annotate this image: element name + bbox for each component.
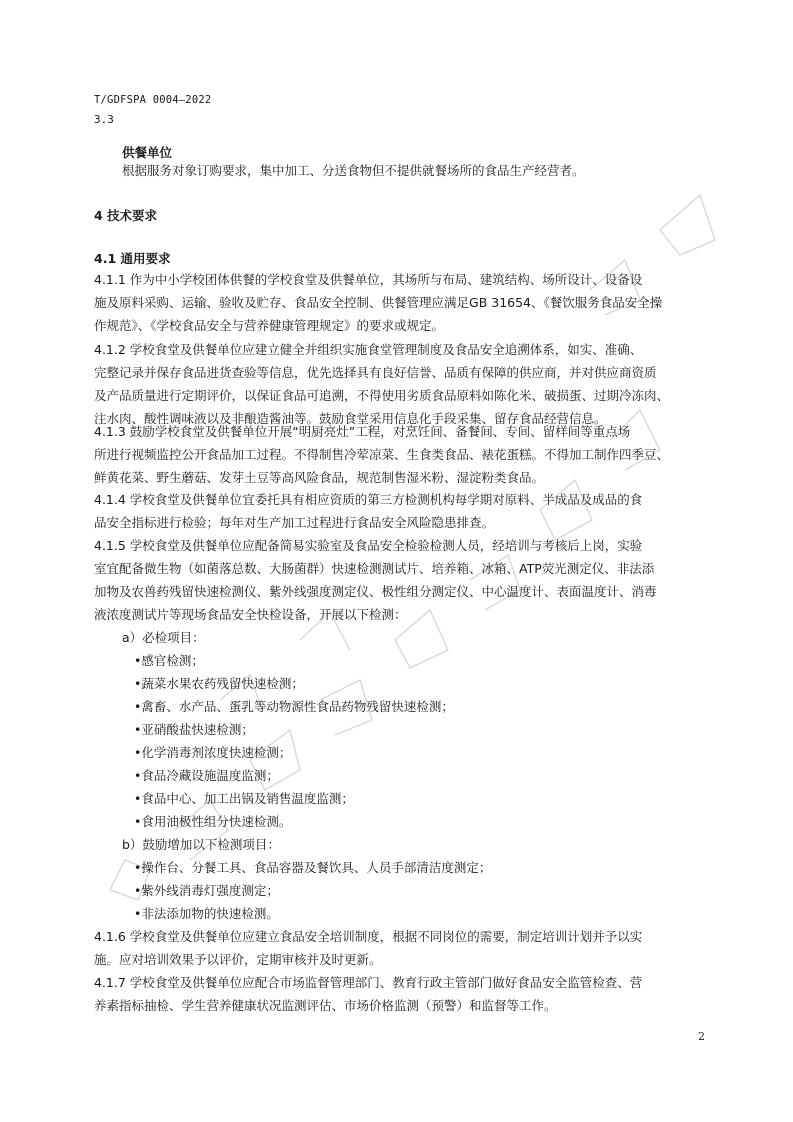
section-heading-4-1: 4.1 通用要求 [94, 251, 171, 266]
term-definition: 根据服务对象订购要求，集中加工、分送食物但不提供就餐场所的食品生产经营者。 [122, 163, 585, 178]
list-item: •禽畜、水产品、蛋乳等动物源性食品药物残留快速检测； [134, 699, 454, 714]
list-item: •紫外线消毒灯强度测定； [134, 883, 279, 898]
paragraph-line: 4.1.3 鼓励学校食堂及供餐单位开展“明厨亮灶”工程，对烹饪间、备餐间、专间、留样间等重点场 [94, 424, 631, 439]
list-item: •亚硝酸盐快速检测； [134, 722, 254, 737]
paragraph-line: 4.1.6 学校食堂及供餐单位应建立食品安全培训制度，根据不同岗位的需要，制定培训计划并予以实 [94, 929, 643, 944]
standard-code: T/GDFSPA 0004—2022 [94, 94, 212, 106]
paragraph-line: 4.1.4 学校食堂及供餐单位宜委托具有相应资质的第三方检测机构每学期对原料、半成品及成品的食 [94, 492, 643, 507]
list-item: •食品冷藏设施温度监测； [134, 768, 279, 783]
list-item: •食用油极性组分快速检测。 [134, 814, 292, 829]
paragraph-line: 4.1.1 作为中小学校团体供餐的学校食堂及供餐单位，其场所与布局、建筑结构、场所设计、设备设 [94, 272, 643, 287]
paragraph-line: 所进行视频监控公开食品加工过程。不得制售冷荤凉菜、生食类食品、裱花蛋糕。不得加工制作四季豆、 [94, 447, 670, 462]
paragraph-line: 液浓度测试片等现场食品安全快检设备，开展以下检测： [94, 607, 407, 622]
paragraph-line: 4.1.5 学校食堂及供餐单位应配备简易实验室及食品安全检验检测人员，经培训与考核后上岗，实验 [94, 538, 643, 553]
paragraph-line: 注水肉、酸性调味液以及非酿造酱油等。鼓励食堂采用信息化手段采集、留存食品经营信息。 [94, 411, 607, 426]
paragraph-line: 作规范》、《学校食品安全与营养健康管理规定》的要求或规定。 [94, 318, 445, 333]
page-number: 2 [698, 1030, 705, 1043]
list-item: •化学消毒剂浓度快速检测； [134, 745, 292, 760]
paragraph-line: 4.1.2 学校食堂及供餐单位应建立健全并组织实施食堂管理制度及食品安全追溯体系，如实、准确、 [94, 342, 643, 357]
paragraph-line: 鲜黄花菜、野生蘑菇、发芽土豆等高风险食品，规范制售湿米粉、湿淀粉类食品。 [94, 470, 545, 485]
section-heading-4: 4 技术要求 [94, 208, 158, 223]
paragraph-line: 施及原料采购、运输、验收及贮存、食品安全控制、供餐管理应满足GB 31654、《餐饮服务食品安全操 [94, 295, 663, 310]
paragraph-line: 品安全指标进行检验；每年对生产加工过程进行食品安全风险隐患排查。 [94, 515, 495, 530]
list-item: •非法添加物的快速检测。 [134, 906, 279, 921]
paragraph-line: 及产品质量进行定期评价，以保证食品可追溯，不得使用劣质食品原料如陈化米、破损蛋、过期冷冻肉、 [94, 388, 670, 403]
clause-number-3-3: 3.3 [94, 113, 114, 126]
paragraph-line: 完整记录并保存食品进货查验等信息，优先选择具有良好信誉、品质有保障的供应商，并对供应商资质 [94, 365, 657, 380]
list-item: •操作台、分餐工具、食品容器及餐饮具、人员手部清洁度测定； [134, 860, 492, 875]
paragraph-line: 室宜配备微生物（如菌落总数、大肠菌群）快速检测测试片、培养箱、冰箱、ATP荧光测定仪、非法添 [94, 561, 655, 576]
term-title: 供餐单位 [122, 145, 173, 160]
paragraph-line: 4.1.7 学校食堂及供餐单位应配合市场监督管理部门、教育行政主管部门做好食品安全监管检查、营 [94, 975, 643, 990]
paragraph-line: 施。应对培训效果予以评价，定期审核并及时更新。 [94, 952, 382, 967]
paragraph-line: 加物及农兽药残留快速检测仪、紫外线强度测定仪、极性组分测定仪、中心温度计、表面温度计、消毒 [94, 584, 657, 599]
list-item: •感官检测； [134, 653, 204, 668]
list-item: •蔬菜水果农药残留快速检测； [134, 676, 304, 691]
list-b-label: b）鼓励增加以下检测项目： [122, 837, 280, 852]
list-a-label: a）必检项目： [122, 630, 205, 645]
list-item: •食品中心、加工出锅及销售温度监测； [134, 791, 354, 806]
paragraph-line: 养素指标抽检、学生营养健康状况监测评估、市场价格监测（预警）和监督等工作。 [94, 998, 557, 1013]
